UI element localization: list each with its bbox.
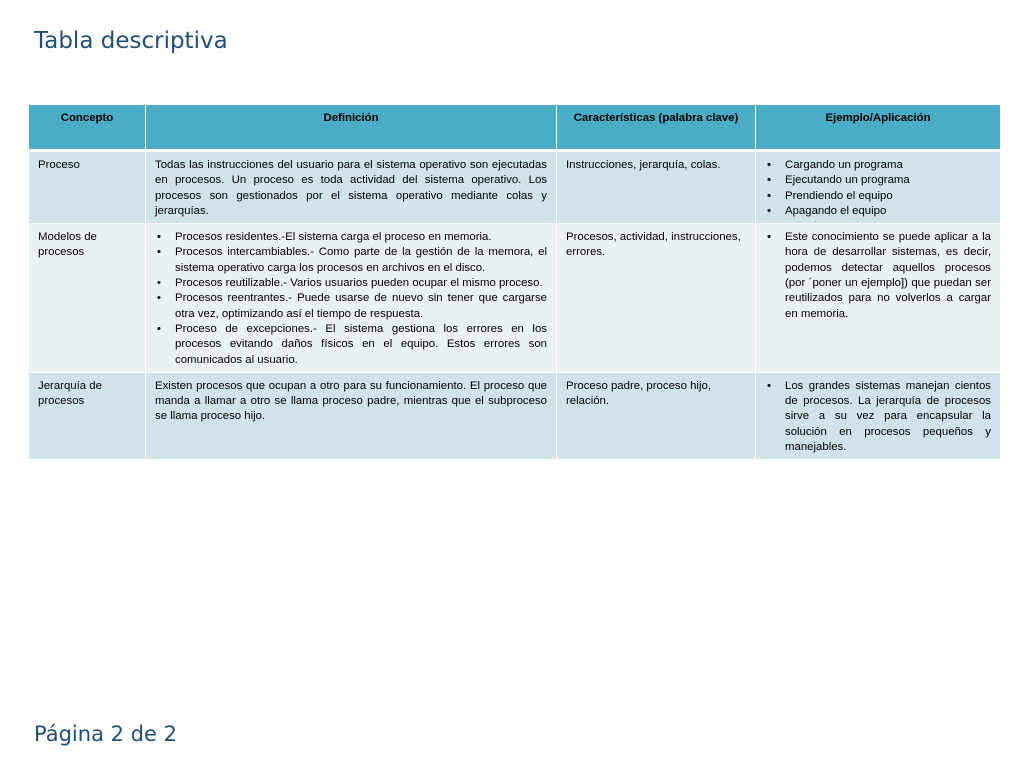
- list-item: • Procesos reutilizable.- Varios usuarios pueden ocupar el mismo proceso.: [155, 276, 547, 291]
- header-definicion: Definición: [146, 105, 557, 151]
- slide-title: Tabla descriptiva: [34, 28, 228, 54]
- cell-caracteristicas: Instrucciones, jerarquía, colas.: [557, 151, 756, 224]
- page-number: Página 2 de 2: [34, 722, 177, 746]
- table-row: [29, 151, 1001, 224]
- table-header-row: [29, 105, 1001, 151]
- list-item: • Proceso de excepciones.- El sistema gestiona los errores en los procesos evitando daños físicos en el equipo. Estos errores son comunicados al usuario.: [155, 322, 547, 368]
- cell-ejemplo: [756, 151, 1001, 224]
- cell-definicion: Existen procesos que ocupan a otro para su funcionamiento. El proceso que manda a llamar a otro se llama proceso padre, mientras que el subproceso se llama proceso hijo.: [146, 372, 557, 459]
- table-row: [29, 224, 1001, 373]
- cell-concepto: Proceso: [29, 151, 146, 224]
- list-item: • Procesos intercambiables.- Como parte de la gestión de la memora, el sistema operativo carga los procesos en archivos en el disco.: [155, 245, 547, 276]
- header-caracteristicas: Características (palabra clave): [557, 105, 756, 151]
- cell-caracteristicas: Procesos, actividad, instrucciones, errores.: [557, 224, 756, 373]
- list-item: • Los grandes sistemas manejan cientos de procesos. La jerarquía de procesos sirve a su vez para encapsular la solución en procesos pequeños y manejables.: [765, 379, 991, 455]
- bullet-list: [765, 158, 991, 219]
- bullet-list: [765, 230, 991, 322]
- bullet-list: [155, 230, 547, 368]
- list-item: • Procesos reentrantes.- Puede usarse de nuevo sin tener que cargarse otra vez, optimizando así el tiempo de respuesta.: [155, 291, 547, 322]
- list-item: • Procesos residentes.-El sistema carga el proceso en memoria.: [155, 230, 547, 245]
- cell-definicion: Todas las instrucciones del usuario para el sistema operativo son ejecutadas en procesos. Un proceso es toda actividad del sistema operativo. Los procesos son gestionados por el sistema operativo mediante colas y jerarquías.: [146, 151, 557, 224]
- bullet-list: [765, 379, 991, 455]
- cell-caracteristicas: Proceso padre, proceso hijo, relación.: [557, 372, 756, 459]
- table-row: [29, 372, 1001, 459]
- cell-ejemplo: [756, 224, 1001, 373]
- list-item: • Apagando el equipo: [765, 204, 991, 219]
- list-item: • Cargando un programa: [765, 158, 991, 173]
- list-item: • Ejecutando un programa: [765, 173, 991, 188]
- cell-concepto: Modelos de procesos: [29, 224, 146, 373]
- cell-ejemplo: [756, 372, 1001, 459]
- cell-concepto: Jerarquía de procesos: [29, 372, 146, 459]
- cell-definicion: [146, 224, 557, 373]
- list-item: • Prendiendo el equipo: [765, 189, 991, 204]
- list-item: • Este conocimiento se puede aplicar a la hora de desarrollar sistemas, es decir, podemos detectar aquellos procesos (por ´poner un ejemplo]) que puedan ser reutilizados para no volverlos a cargar en memoria.: [765, 230, 991, 322]
- header-ejemplo: Ejemplo/Aplicación: [756, 105, 1001, 151]
- descriptive-table: [28, 104, 1001, 460]
- header-concepto: Concepto: [29, 105, 146, 151]
